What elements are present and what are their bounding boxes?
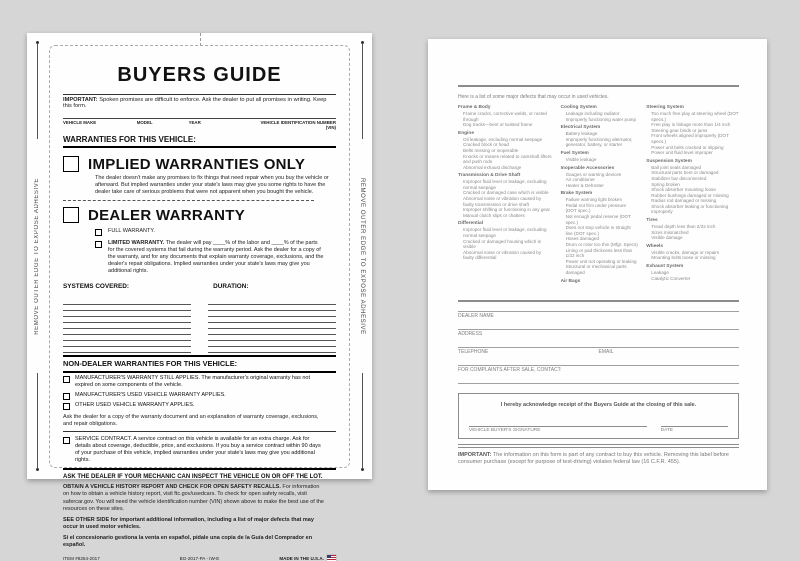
systems-duration-labels	[63, 283, 336, 290]
defect-item: Sizes mismatched	[651, 229, 689, 235]
implied-warranties-title: IMPLIED WARRANTIES ONLY	[88, 155, 306, 173]
defect-item: Steering gear binds or jams	[651, 127, 708, 133]
defect-section-title: Wheels	[646, 243, 664, 249]
non-dealer-warranty-item	[63, 375, 336, 389]
non-dealer-warranty-label: OTHER USED VEHICLE WARRANTY APPLIES.	[75, 402, 195, 409]
mechanic-inspect-note: ASK THE DEALER IF YOUR MECHANIC CAN INSPECT THE VEHICLE ON OR OFF THE LOT.	[63, 474, 323, 481]
defect-section-title: Air Bags	[560, 278, 581, 284]
defect-section-title: Transmission & Drive Shaft	[458, 173, 521, 179]
pin-line	[37, 44, 38, 139]
full-warranty-row	[95, 228, 336, 236]
defects-column-3	[646, 105, 739, 284]
defect-section	[646, 264, 739, 281]
defect-item: Power unit not operating or leaking	[565, 258, 637, 264]
defect-item: Leakage including radiator	[565, 110, 620, 116]
defect-section-title: Steering System	[646, 105, 684, 110]
buyer-signature-field[interactable]: VEHICLE BUYER'S SIGNATURE	[469, 426, 647, 433]
defect-section	[646, 105, 739, 156]
defect-item: Improperly functioning alternator, generator, battery, or starter	[565, 136, 633, 148]
warranties-heading: WARRANTIES FOR THIS VEHICLE:	[63, 135, 336, 148]
service-contract-checkbox[interactable]	[63, 437, 70, 444]
defect-section	[646, 218, 739, 241]
divider	[63, 355, 336, 357]
defect-section	[458, 221, 553, 261]
limited-warranty-label: LIMITED WARRANTY.	[108, 239, 165, 246]
defect-section-title: Exhaust System	[646, 264, 684, 269]
dealer-warranty-row	[63, 207, 336, 224]
divider	[63, 371, 336, 373]
defect-item: Cracked or damaged case which is visible	[463, 190, 549, 196]
defect-section	[458, 173, 553, 218]
defect-item: Ball joint seals damaged	[651, 164, 702, 170]
defect-item: Too much free play at steering wheel (DOT specs.)	[651, 110, 739, 122]
defect-section-title: Inoperable Accessories	[560, 165, 615, 171]
defect-section	[561, 191, 639, 275]
address-field[interactable]: ADDRESS	[458, 329, 739, 337]
full-warranty-label: FULL WARRANTY.	[108, 227, 155, 234]
defect-section-title: Fuel System	[560, 150, 589, 156]
defect-item: Mounting bolts loose or missing	[651, 255, 716, 261]
defect-item: Spring broken	[651, 181, 680, 187]
non-dealer-warranty-checkbox[interactable]	[63, 376, 70, 383]
defect-item: Abnormal noise or vibration caused by faulty differential	[463, 249, 542, 261]
defect-item: Failure warning light broken	[565, 197, 622, 203]
defect-section	[561, 166, 639, 189]
defect-item: Radius rod damaged or missing	[651, 198, 717, 204]
defect-section-title: Suspension System	[646, 158, 692, 164]
duration-label: DURATION:	[213, 282, 249, 290]
defect-item: Power unit belts cracked or slipping	[651, 144, 724, 150]
defect-item: Not enough pedal reserve (DOT spec.)	[565, 214, 631, 225]
right-edge-strip	[356, 41, 368, 471]
defect-section	[646, 159, 739, 215]
defect-item: Catalytic Converter	[651, 275, 691, 281]
defect-item: Drum or rotor too thin (Mfgr. Specs)	[565, 242, 638, 248]
write-in-area	[63, 299, 336, 353]
pin-line	[362, 44, 363, 139]
divider	[458, 444, 739, 448]
defect-item: Improper shifting or functioning in any gear	[463, 207, 551, 213]
defect-item: Manual clutch slips or chatters	[463, 212, 525, 218]
defect-item: Lining or pad thickness less than 1/32 inch	[565, 247, 633, 259]
vehicle-year-field[interactable]: YEAR	[188, 119, 201, 125]
defect-item: Cracked block or head	[463, 142, 509, 148]
back-content-area	[458, 39, 739, 490]
defect-section-title: Electrical System	[560, 125, 601, 131]
dealer-info-fields	[458, 311, 739, 385]
limited-warranty-row	[95, 240, 336, 276]
non-dealer-heading: NON-DEALER WARRANTIES FOR THIS VEHICLE:	[63, 359, 238, 369]
defect-item: Front wheels aligned improperly (DOT specs.)	[651, 133, 729, 144]
divider	[63, 431, 336, 432]
defect-item: Structural or mechanical parts damaged	[565, 264, 627, 275]
defect-section	[561, 125, 639, 148]
duration-ruled-lines	[208, 299, 336, 353]
dealer-name-field[interactable]: DEALER NAME	[458, 311, 739, 319]
divider	[63, 94, 336, 95]
defect-item: Frame cracks, corrective welds, or rusted through	[463, 110, 547, 122]
see-other-side-note: SEE OTHER SIDE for important additional information, including a list of major defects that may occur in used motor vehicles.	[63, 516, 314, 530]
service-contract-row	[63, 436, 336, 465]
vehicle-make-field[interactable]: VEHICLE MAKE	[63, 119, 97, 125]
full-warranty-checkbox[interactable]	[95, 229, 102, 236]
non-dealer-warranty-label: MANUFACTURER'S WARRANTY STILL APPLIES. The manufacturer's original warranty has not expired on some components of the vehicle.	[75, 375, 311, 389]
important-note: IMPORTANT: Spoken promises are difficult to enforce. Ask the dealer to put all promises in writing. Keep this form.	[63, 96, 327, 109]
defect-item: Improperly functioning water pump	[565, 116, 637, 122]
blank-write-in-line[interactable]	[458, 383, 739, 385]
defect-section-title: Engine	[458, 130, 474, 136]
defect-item: Air conditioner	[565, 177, 595, 183]
right-edge-label: REMOVE OUTER EDGE TO EXPOSE ADHESIVE	[359, 177, 365, 335]
page-title: BUYERS GUIDE	[117, 64, 282, 86]
defect-item: Pedal not firm under pressure (DOT spec.)	[565, 202, 627, 214]
vehicle-fields-row	[63, 118, 336, 130]
defect-section	[561, 105, 639, 122]
defect-item: Tread depth less than 2/32 inch	[651, 224, 716, 230]
defect-item: Power unit fluid level improper	[651, 150, 713, 156]
defect-section-title: Tires	[646, 218, 658, 224]
vehicle-model-field[interactable]: MODEL	[136, 119, 153, 125]
defect-item: Dog tracks—bent or twisted frame	[463, 122, 533, 128]
defect-section	[458, 131, 553, 171]
defect-section	[646, 244, 739, 261]
systems-ruled-lines	[63, 299, 191, 353]
buyers-guide-front-page	[27, 33, 372, 561]
dealer-warranty-checkbox[interactable]	[63, 207, 79, 223]
signature-row	[469, 426, 728, 433]
implied-warranties-body: The dealer doesn't make any promises to fix things that need repair when you buy the vehicle or afterward. But implied warranties under your state's laws may give you some rights to have the dealer take care of serious problems that were not apparent when you bought the vehicle.	[95, 174, 329, 195]
implied-warranties-row	[63, 156, 336, 173]
defect-item: Visible cracks, damage or repairs	[651, 249, 720, 255]
ask-dealer-text: Ask the dealer for a copy of the warranty document and an explanation of warranty coverage, exclusions, and repair obligations.	[63, 413, 319, 428]
pin-dot-icon	[36, 468, 39, 471]
non-dealer-items	[63, 375, 336, 410]
divider	[458, 300, 739, 302]
front-footer	[63, 555, 336, 561]
front-content-area	[49, 45, 350, 561]
defect-item: Oil leakage, excluding normal seepage	[463, 136, 543, 142]
divider	[458, 85, 739, 87]
non-dealer-warranty-item	[63, 392, 336, 400]
defect-item: Shock absorber mounting loose	[651, 187, 716, 193]
defects-intro: Here is a list of some major defects that may occur in used vehicles.	[458, 94, 609, 100]
defect-item: Belts missing or inoperable	[463, 147, 519, 153]
non-dealer-warranty-checkbox[interactable]	[63, 403, 70, 410]
non-dealer-warranty-item	[63, 402, 336, 410]
defect-section-title: Differential	[458, 221, 484, 227]
defect-item: Heater & Defroster	[565, 182, 604, 188]
defect-item: Hoses damaged	[565, 236, 600, 242]
back-important-note: IMPORTANT: The information on this form is part of any contract to buy this vehicle. Removing this label before consumer purchase (except for purpose of test-driving) violates federal law (16 C.F.R. 455).	[458, 451, 729, 465]
buyers-guide-back-page	[428, 39, 767, 490]
date-field[interactable]: DATE	[661, 426, 728, 433]
write-in-line[interactable]	[63, 347, 191, 353]
form-code: BG-2017-PA - IW-E	[179, 555, 220, 561]
defect-section	[458, 105, 553, 128]
defect-item: Stabilizer bar disconnected	[651, 175, 707, 181]
systems-covered-label: SYSTEMS COVERED:	[63, 282, 130, 290]
defect-item: Abnormal exhaust discharge	[463, 164, 522, 170]
defects-column-2	[561, 105, 647, 288]
acknowledgement-text: I hereby acknowledge receipt of the Buyers Guide at the closing of this sale.	[500, 401, 697, 408]
pin-line	[362, 373, 363, 468]
defect-item: Gauges or warning devices	[565, 171, 622, 177]
defects-column-1	[458, 105, 561, 264]
defect-section	[561, 279, 639, 285]
email-label: EMAIL	[598, 348, 614, 355]
defect-item: Structural parts bent or damaged	[651, 170, 719, 176]
defect-item: Rubber bushings damaged or missing	[651, 192, 729, 198]
history-report-note: OBTAIN A VEHICLE HISTORY REPORT AND CHECK FOR OPEN SAFETY RECALLS. For information on how to obtain a vehicle history report, visit ftc.gov/usedcars. To check for open safety recalls, visit safercar.gov. You will need the vehicle identification number (VIN) shown above to make the best use of the resources on these sites.	[63, 484, 324, 512]
write-in-line[interactable]	[208, 347, 336, 353]
defect-section	[561, 151, 639, 163]
left-edge-strip	[31, 41, 43, 471]
pin-dot-icon	[361, 468, 364, 471]
defect-item: Battery leakage	[565, 131, 598, 137]
pin-line	[37, 373, 38, 468]
defect-section-title: Frame & Body	[458, 105, 491, 110]
defect-item: Improper fluid level or leakage, excluding normal seepage	[463, 227, 547, 239]
service-contract-text: SERVICE CONTRACT. A service contract on this vehicle is available for an extra charge. Ask for details about coverage, deductible, price, and exclusions. If you buy a service contract within 90 days of your purchase of this vehicle, implied warranties under your state's laws may give you additional rights.	[75, 435, 321, 464]
complaints-contact-field[interactable]: FOR COMPLAINTS AFTER SALE, CONTACT:	[458, 365, 739, 373]
divider	[63, 468, 336, 470]
telephone-email-field[interactable]	[458, 347, 739, 355]
defects-columns	[458, 105, 739, 288]
dealer-warranty-title: DEALER WARRANTY	[88, 206, 245, 224]
defect-item: Knocks or misses related to camshaft lifters and push rods	[463, 153, 552, 165]
defect-item: Cracked or damaged housing which is visible	[463, 238, 541, 250]
defect-item: Does not stop vehicle in straight line (DOT spec.)	[565, 225, 631, 236]
made-in-usa: MADE IN THE U.S.A.	[246, 555, 336, 561]
usa-flag-icon	[327, 555, 336, 561]
implied-warranties-checkbox[interactable]	[63, 156, 79, 172]
defect-item: Abnormal noise or vibration caused by faulty transmission or drive shaft	[463, 196, 542, 207]
defect-section-title: Cooling System	[560, 105, 597, 110]
limited-warranty-body: The dealer will pay ____% of the labor and ____% of the parts for the covered systems that fail during the warranty period. Ask the dealer for a copy of the warranty, and for any documents that explain warranty coverage, exclusions, and the dealer's repair obligations. Implied warranties under your state's laws may give you additional rights.	[108, 239, 324, 275]
acknowledgement-box	[458, 393, 739, 439]
defect-item: Free play in linkage more than 1/4 inch	[651, 122, 731, 128]
limited-warranty-checkbox[interactable]	[95, 241, 102, 248]
defect-item: Improper fluid level or leakage, excluding normal seepage	[463, 179, 547, 190]
vehicle-vin-field[interactable]: VEHICLE IDENTIFICATION NUMBER (VIN)	[260, 119, 336, 130]
non-dealer-warranty-label: MANUFACTURER'S USED VEHICLE WARRANTY APPLIES.	[75, 391, 226, 398]
defect-item: Visible leakage	[565, 156, 597, 162]
defect-item: Shock absorber leaking or functioning improperly	[651, 203, 729, 215]
dashed-divider	[63, 200, 314, 201]
defect-item: Leakage	[651, 269, 669, 275]
defect-section-title: Brake System	[560, 191, 593, 197]
non-dealer-warranty-checkbox[interactable]	[63, 393, 70, 400]
spanish-note: Si el concesionario gestiona la venta en español, pídale una copia de la Guía del Comprador en español.	[63, 535, 313, 549]
left-edge-label: REMOVE OUTER EDGE TO EXPOSE ADHESIVE	[34, 177, 40, 335]
item-number: ITEM #8254-2017	[63, 555, 100, 561]
telephone-label: TELEPHONE	[458, 348, 489, 355]
defect-item: Visible damage	[651, 235, 683, 241]
